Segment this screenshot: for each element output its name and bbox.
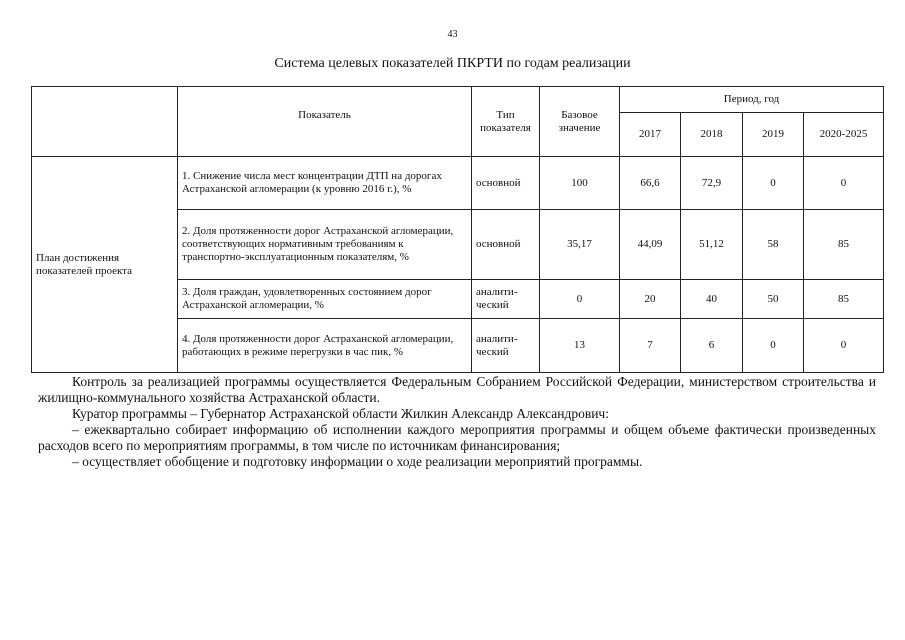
header-year: 2020-2025 bbox=[804, 113, 884, 157]
page-number: 43 bbox=[447, 29, 458, 40]
row-value: 66,6 bbox=[620, 157, 681, 210]
row-value: 0 bbox=[804, 319, 884, 373]
header-type: Тип показателя bbox=[472, 87, 540, 157]
row-indicator: 3. Доля граждан, удовлетворенных состоянием дорог Астраханской агломерации, % bbox=[178, 280, 472, 319]
row-indicator: 1. Снижение числа мест концентрации ДТП на дорогах Астраханской агломерации (к уровню 2016 г.), % bbox=[178, 157, 472, 210]
row-type: основной bbox=[472, 157, 540, 210]
table-row bbox=[32, 157, 884, 210]
row-value: 85 bbox=[804, 210, 884, 280]
row-base: 13 bbox=[540, 319, 620, 373]
footer-paragraph: – ежеквартально собирает информацию об исполнении каждого мероприятия программы и общем объеме фактически произведенных расходов всего по мероприятиям программы, в том числе по источникам финансирования; bbox=[38, 422, 876, 453]
row-indicator: 4. Доля протяженности дорог Астраханской агломерации, работающих в режиме перегрузки в час пик, % bbox=[178, 319, 472, 373]
header-year: 2017 bbox=[620, 113, 681, 157]
row-base: 35,17 bbox=[540, 210, 620, 280]
header-year: 2019 bbox=[743, 113, 804, 157]
footer-paragraph: Контроль за реализацией программы осуществляется Федеральным Собранием Российской Федерации, министерством строительства и жилищно-коммунального хозяйства Астраханской области. bbox=[38, 374, 876, 405]
row-type: основной bbox=[472, 210, 540, 280]
row-indicator: 2. Доля протяженности дорог Астраханской агломерации, соответствующих нормативным требованиям к транспортно-эксплуатационным показателям, % bbox=[178, 210, 472, 280]
header-period: Период, год bbox=[620, 87, 884, 113]
row-value: 58 bbox=[743, 210, 804, 280]
row-base: 0 bbox=[540, 280, 620, 319]
targets-table bbox=[31, 86, 884, 373]
row-base: 100 bbox=[540, 157, 620, 210]
footer-text bbox=[38, 374, 876, 470]
plan-label: План достижения показателей проекта bbox=[32, 157, 178, 373]
header-base: Базовое значение bbox=[540, 87, 620, 157]
row-value: 44,09 bbox=[620, 210, 681, 280]
row-value: 20 bbox=[620, 280, 681, 319]
footer-paragraph: – осуществляет обобщение и подготовку информации о ходе реализации мероприятий программы. bbox=[72, 454, 643, 469]
row-value: 51,12 bbox=[681, 210, 743, 280]
footer-paragraph: Куратор программы – Губернатор Астраханской области Жилкин Александр Александрович: bbox=[72, 406, 609, 421]
row-value: 40 bbox=[681, 280, 743, 319]
header-empty-cell bbox=[32, 87, 178, 157]
row-value: 6 bbox=[681, 319, 743, 373]
row-value: 0 bbox=[743, 319, 804, 373]
row-value: 50 bbox=[743, 280, 804, 319]
header-indicator: Показатель bbox=[178, 87, 472, 157]
header-row-top bbox=[32, 87, 884, 113]
row-type: аналити-ческий bbox=[472, 319, 540, 373]
row-value: 85 bbox=[804, 280, 884, 319]
row-type: аналити-ческий bbox=[472, 280, 540, 319]
row-value: 72,9 bbox=[681, 157, 743, 210]
row-value: 0 bbox=[743, 157, 804, 210]
row-value: 0 bbox=[804, 157, 884, 210]
document-title: Система целевых показателей ПКРТИ по годам реализации bbox=[274, 56, 631, 71]
row-value: 7 bbox=[620, 319, 681, 373]
header-year: 2018 bbox=[681, 113, 743, 157]
